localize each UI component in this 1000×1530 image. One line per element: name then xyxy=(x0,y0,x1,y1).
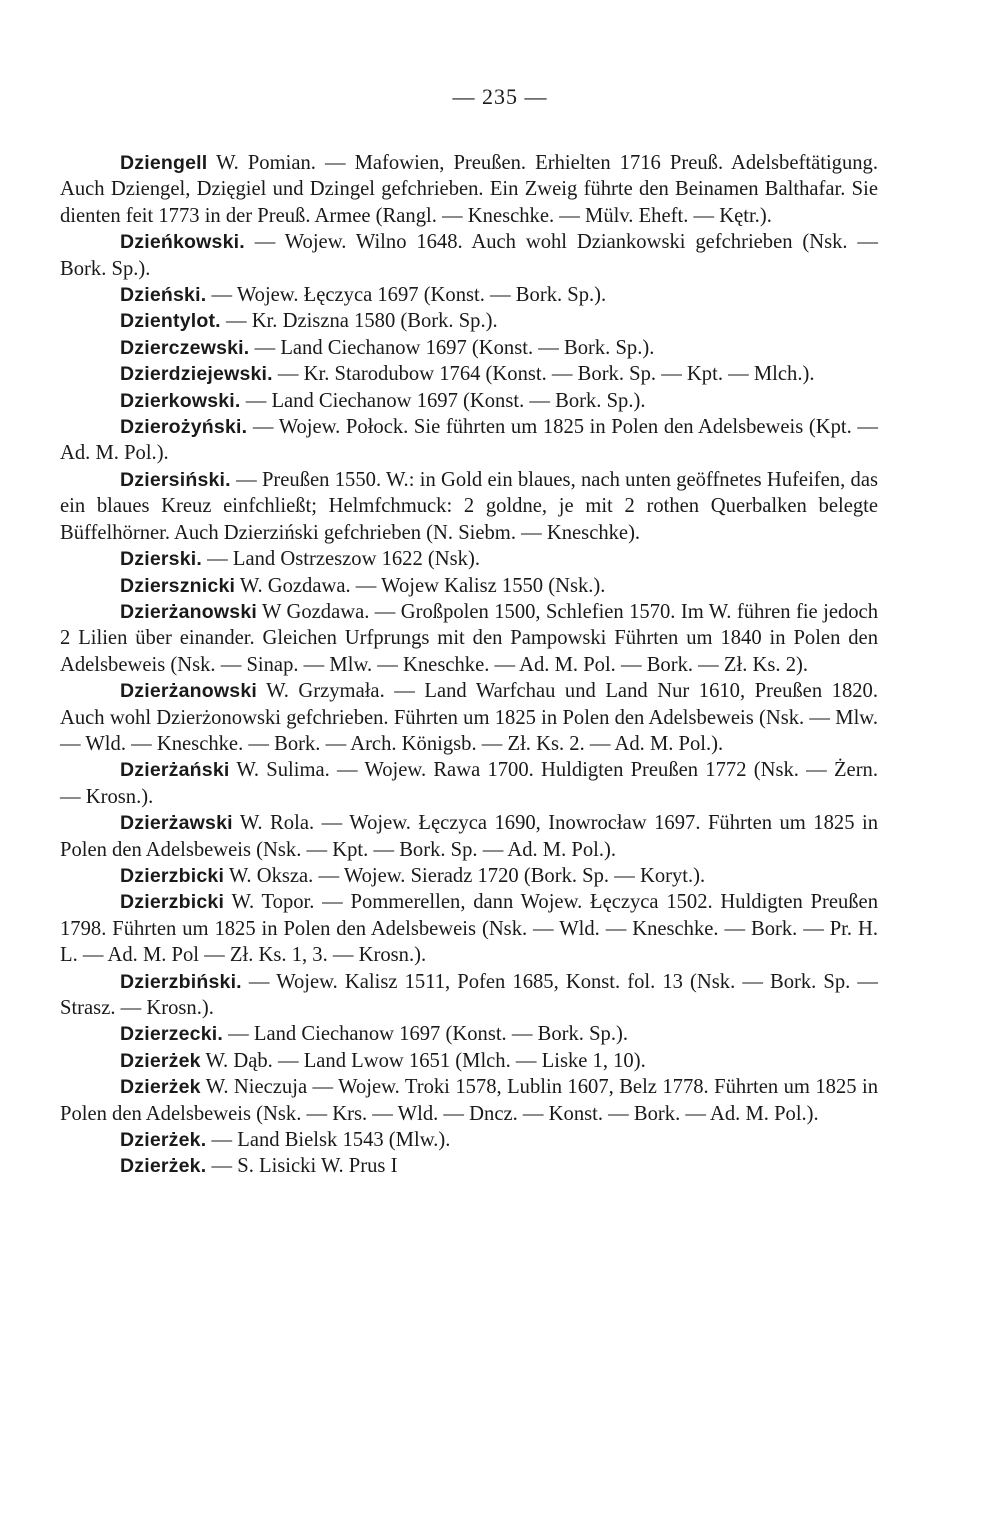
entry-text: — Kr. Starodubow 1764 (Konst. — Bork. Sp. — Kpt. — Mlch.). xyxy=(272,363,815,386)
entry-name: Dzierżanowski xyxy=(120,600,257,623)
entry-list xyxy=(60,150,878,1180)
entry-text: W. Rola. — Wojew. Łęczyca 1690, Inowrocław 1697. Führten um 1825 in Polen den Adelsbeweis (Nsk. — Kpt. — Bork. Sp. — Ad. M. Pol.). xyxy=(60,812,878,861)
entry xyxy=(60,1153,878,1179)
entry-text: W. Topor. — Pommerellen, dann Wojew. Łęczyca 1502. Huldigten Preußen 1798. Führten um 1825 in Polen den Adelsbeweis (Nsk. — Wld. — Kneschke. — Bork. — Pr. H. L. — Ad. M. Pol — Zł. Ks. 1, 3. — Krosn.). xyxy=(60,891,878,967)
entry-text: W. Pomian. — Mafowien, Preußen. Erhielten 1716 Preuß. Adelsbeftätigung. Auch Dziengel, Dzięgiel und Dzingel gefchrieben. Ein Zweig führte den Beinamen Balthafar. Sie dienten feit 1773 in der Preuß. Armee (Rangl. — Kneschke. — Mülv. Eheft. — Kętr.). xyxy=(60,152,878,227)
entry-name: Dzierożyński. xyxy=(120,416,248,439)
entry-name: Dzieński. xyxy=(120,284,207,307)
entry xyxy=(60,467,878,546)
entry-name: Dzierski. xyxy=(120,548,203,571)
entry-name: Dzierżek. xyxy=(120,1155,207,1178)
entry-name: Dzientylot. xyxy=(120,310,221,333)
entry-text: — Wojew. Łęczyca 1697 (Konst. — Bork. Sp.). xyxy=(206,284,607,307)
entry xyxy=(60,1048,878,1074)
entry xyxy=(60,757,878,810)
entry xyxy=(60,863,878,889)
entry xyxy=(60,573,878,599)
entry xyxy=(60,969,878,1022)
entry xyxy=(60,335,878,361)
entry xyxy=(60,1074,878,1127)
entry-name: Dzieńkowski. xyxy=(120,231,245,254)
entry-name: Dzierżek xyxy=(120,1076,201,1099)
entry xyxy=(60,361,878,387)
entry-text: — Preußen 1550. W.: in Gold ein blaues, nach unten geöffnetes Hufeifen, das ein blaues Kreuz einfchließt; Helmfchmuck: 2 goldne, je mit 2 rothen Querbalken belegte Büffelhörner. Auch Dzierziński gefchrieben (N. Siebm. — Kneschke). xyxy=(60,468,878,544)
entry-name: Dzierdziejewski. xyxy=(120,363,273,386)
entry-text: — Land Bielsk 1543 (Mlw.). xyxy=(206,1129,451,1152)
entry-text: — Land Ciechanow 1697 (Konst. — Bork. Sp.). xyxy=(223,1023,628,1046)
entry xyxy=(60,678,878,757)
entry-name: Dzierkowski. xyxy=(120,389,241,412)
entry-text: — Land Ciechanow 1697 (Konst. — Bork. Sp.). xyxy=(240,389,646,412)
entry xyxy=(60,599,878,678)
entry xyxy=(60,414,878,467)
entry xyxy=(60,546,878,572)
entry-text: W. Dąb. — Land Lwow 1651 (Mlch. — Liske 1, 10). xyxy=(200,1049,646,1072)
page-number: — 235 — xyxy=(452,84,548,109)
entry-name: Dzierzecki. xyxy=(120,1023,224,1046)
entry-text: W. Sulima. — Wojew. Rawa 1700. Huldigten Preußen 1772 (Nsk. — Żern. — Krosn.). xyxy=(60,759,878,808)
entry-text: — S. Lisicki W. Prus I xyxy=(206,1155,398,1178)
entry-text: — Land Ciechanow 1697 (Konst. — Bork. Sp.). xyxy=(249,336,655,359)
entry-text: — Land Ostrzeszow 1622 (Nsk). xyxy=(202,548,480,571)
entry-text: W. Oksza. — Wojew. Sieradz 1720 (Bork. Sp. — Koryt.). xyxy=(224,864,706,887)
entry xyxy=(60,150,878,229)
entry xyxy=(60,889,878,968)
entry-text: — Wojew. Połock. Sie führten um 1825 in Polen den Adelsbeweis (Kpt. — Ad. M. Pol.). xyxy=(60,416,878,465)
entry-name: Dzierzbiński. xyxy=(120,970,242,993)
entry-name: Dziersznicki xyxy=(120,574,236,597)
entry-text: W. Grzymała. — Land Warfchau und Land Nur 1610, Preußen 1820. Auch wohl Dzierżonowski gefchrieben. Führten um 1825 in Polen den Adelsbeweis (Nsk. — Mlw. — Wld. — Kneschke. — Bork. — Arch. Königsb. — Zł. Ks. 2. — Ad. M. Pol.). xyxy=(60,680,878,755)
entry-name: Dzierczewski. xyxy=(120,336,250,359)
entry xyxy=(60,308,878,334)
entry xyxy=(60,810,878,863)
entry xyxy=(60,229,878,282)
entry-text: — Kr. Dziszna 1580 (Bork. Sp.). xyxy=(220,310,498,333)
entry-text: W Gozdawa. — Großpolen 1500, Schlefien 1570. Im W. führen fie jedoch 2 Lilien über einander. Gleichen Urfprungs mit den Pampowski Führten um 1840 in Polen den Adelsbeweis (Nsk. — Sinap. — Mlw. — Kneschke. — Ad. M. Pol. — Bork. — Zł. Ks. 2). xyxy=(60,600,878,676)
entry-name: Dziersiński. xyxy=(120,468,231,491)
entry-text: W. Nieczuja — Wojew. Troki 1578, Lublin 1607, Belz 1778. Führten um 1825 in Polen den Adelsbeweis (Nsk. — Krs. — Wld. — Dncz. — Konst. — Bork. — Ad. M. Pol.). xyxy=(60,1076,878,1125)
entry xyxy=(60,388,878,414)
entry xyxy=(60,1021,878,1047)
entry-name: Dzierzbicki xyxy=(120,864,225,887)
entry xyxy=(60,1127,878,1153)
entry xyxy=(60,282,878,308)
entry-name: Dzierżański xyxy=(120,759,230,782)
entry-name: Dzierżek xyxy=(120,1049,201,1072)
entry-text: — Wojew. Wilno 1648. Auch wohl Dziankowski gefchrieben (Nsk. — Bork. Sp.). xyxy=(60,231,878,280)
entry-text: W. Gozdawa. — Wojew Kalisz 1550 (Nsk.). xyxy=(235,574,606,597)
entry-name: Dzierżanowski xyxy=(120,680,257,703)
entry-name: Dzierzbicki xyxy=(120,891,225,914)
entry-name: Dziengell xyxy=(120,152,208,174)
entry-name: Dzierżawski xyxy=(120,812,233,835)
entry-name: Dzierżek. xyxy=(120,1129,207,1152)
entry-text: — Wojew. Kalisz 1511, Pofen 1685, Konst. fol. 13 (Nsk. — Bork. Sp. — Strasz. — Krosn.). xyxy=(60,970,878,1019)
